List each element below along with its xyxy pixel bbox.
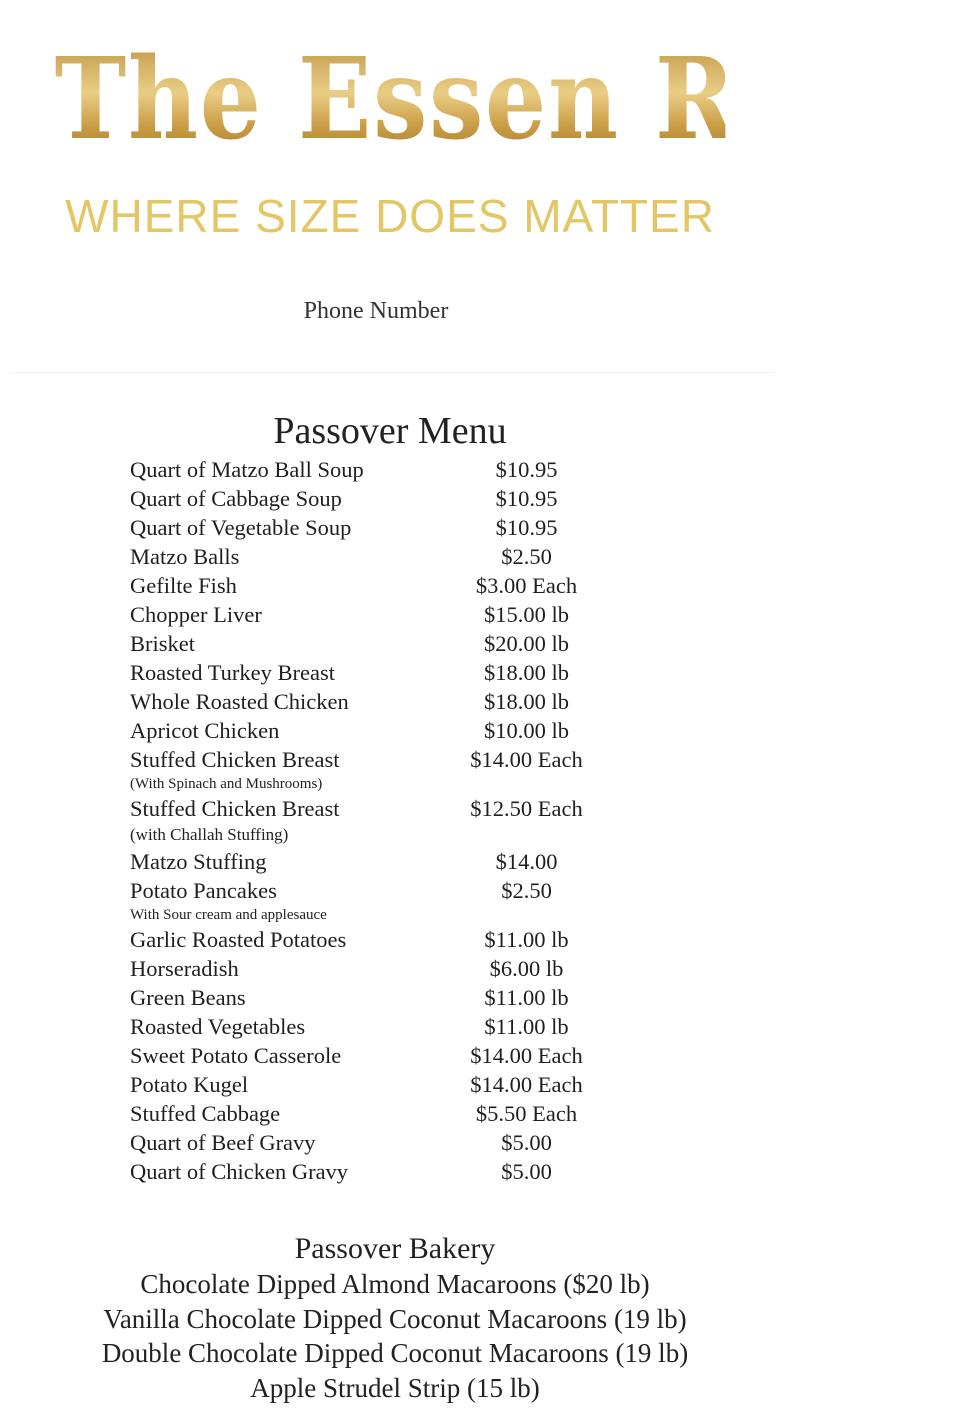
menu-item-name: Roasted Turkey Breast [130,660,335,685]
menu-item-price: $3.00 Each [475,573,578,598]
menu-item [130,1099,690,1128]
bakery-item: Apple Strudel Strip (15 lb) [250,1372,540,1403]
menu-item-name: Chopper Liver [130,602,262,627]
menu-item-name: Brisket [130,631,195,656]
menu-item [130,455,690,484]
menu-item-name: Roasted Vegetables [130,1014,306,1039]
menu-item-price: $10.95 [495,486,558,511]
menu-item-price: $10.00 lb [483,718,569,743]
menu-item-price: $5.00 [501,1159,552,1184]
menu-item-price: $6.00 lb [489,956,564,981]
logo-tagline: WHERE SIZE DOES MATTER [65,190,715,242]
menu-item [130,629,690,658]
menu-item-name: Apricot Chicken [130,718,280,743]
menu-item-note: With Sour cream and applesauce [130,907,327,923]
section-divider [10,372,775,373]
menu-item-name: Matzo Balls [130,544,240,569]
menu-item-price: $2.50 [501,878,552,903]
menu-title: Passover Menu [273,410,507,452]
menu-item [130,1070,690,1099]
menu-item-name: Potato Kugel [130,1072,249,1097]
menu-item-name: Whole Roasted Chicken [130,689,349,714]
phone-number: Phone Number [303,298,449,324]
menu-item-price: $14.00 [495,849,558,874]
menu-item-name: Horseradish [130,956,239,981]
menu-item-price: $10.95 [495,515,558,540]
menu-item [130,876,690,925]
menu-item [130,1157,690,1186]
menu-item-price: $10.95 [495,457,558,482]
menu-item-name: Matzo Stuffing [130,849,267,874]
menu-item [130,1128,690,1157]
menu-item [130,513,690,542]
menu-item-price: $11.00 lb [484,927,569,952]
menu-item [130,542,690,571]
menu-item-price: $11.00 lb [484,985,569,1010]
menu-item [130,745,690,794]
menu-item [130,954,690,983]
menu-item-name: Green Beans [130,985,246,1010]
menu-item-name: Quart of Matzo Ball Soup [130,457,364,482]
menu-item-name: Potato Pancakes [130,878,277,903]
menu-item-price: $20.00 lb [483,631,569,656]
bakery-item: Chocolate Dipped Almond Macaroons ($20 lb) [140,1269,650,1299]
menu-item-name: Sweet Potato Casserole [130,1043,342,1068]
menu-item [130,847,690,876]
menu-item-price: $18.00 lb [483,660,569,685]
menu-item [130,658,690,687]
menu-item-name: Stuffed Chicken Breast [130,747,340,772]
menu-item-name: Stuffed Cabbage [130,1101,281,1126]
menu-item-name: Quart of Cabbage Soup [130,486,342,511]
bakery-title: Passover Bakery [294,1232,496,1265]
menu-item-price: $18.00 lb [483,689,569,714]
menu-item-price: $14.00 Each [470,1072,583,1097]
menu-item [130,925,690,954]
menu-list [130,455,690,1186]
menu-item-price: $14.00 Each [470,747,583,772]
bakery-list [0,1267,790,1405]
menu-item-price: $15.00 lb [483,602,569,627]
menu-item-note: (With Spinach and Mushrooms) [130,776,323,792]
menu-item [130,600,690,629]
menu-item-price: $5.50 Each [475,1101,578,1126]
menu-item [130,571,690,600]
menu-item-name: Stuffed Chicken Breast [130,796,340,821]
menu-item [130,716,690,745]
menu-item-price: $14.00 Each [470,1043,583,1068]
menu-item-price: $5.00 [501,1130,552,1155]
menu-item-price: $12.50 Each [470,796,583,821]
menu-item [130,687,690,716]
menu-item [130,794,690,847]
menu-item-note: (with Challah Stuffing) [130,825,289,844]
menu-item-name: Quart of Vegetable Soup [130,515,352,540]
menu-item-name: Quart of Chicken Gravy [130,1159,349,1184]
bakery-item: Double Chocolate Dipped Coconut Macaroons (19 lb) [101,1338,689,1368]
menu-item-name: Garlic Roasted Potatoes [130,927,347,952]
menu-item [130,1041,690,1070]
bakery-item: Vanilla Chocolate Dipped Coconut Macaroons (19 lb) [103,1303,687,1334]
menu-item [130,1012,690,1041]
menu-item-name: Gefilte Fish [130,573,237,598]
logo-title: The Essen Room [55,30,726,170]
menu-item-price: $11.00 lb [484,1014,569,1039]
menu-item-price: $2.50 [501,544,552,569]
menu-item-name: Quart of Beef Gravy [130,1130,316,1155]
menu-item [130,484,690,513]
menu-item [130,983,690,1012]
